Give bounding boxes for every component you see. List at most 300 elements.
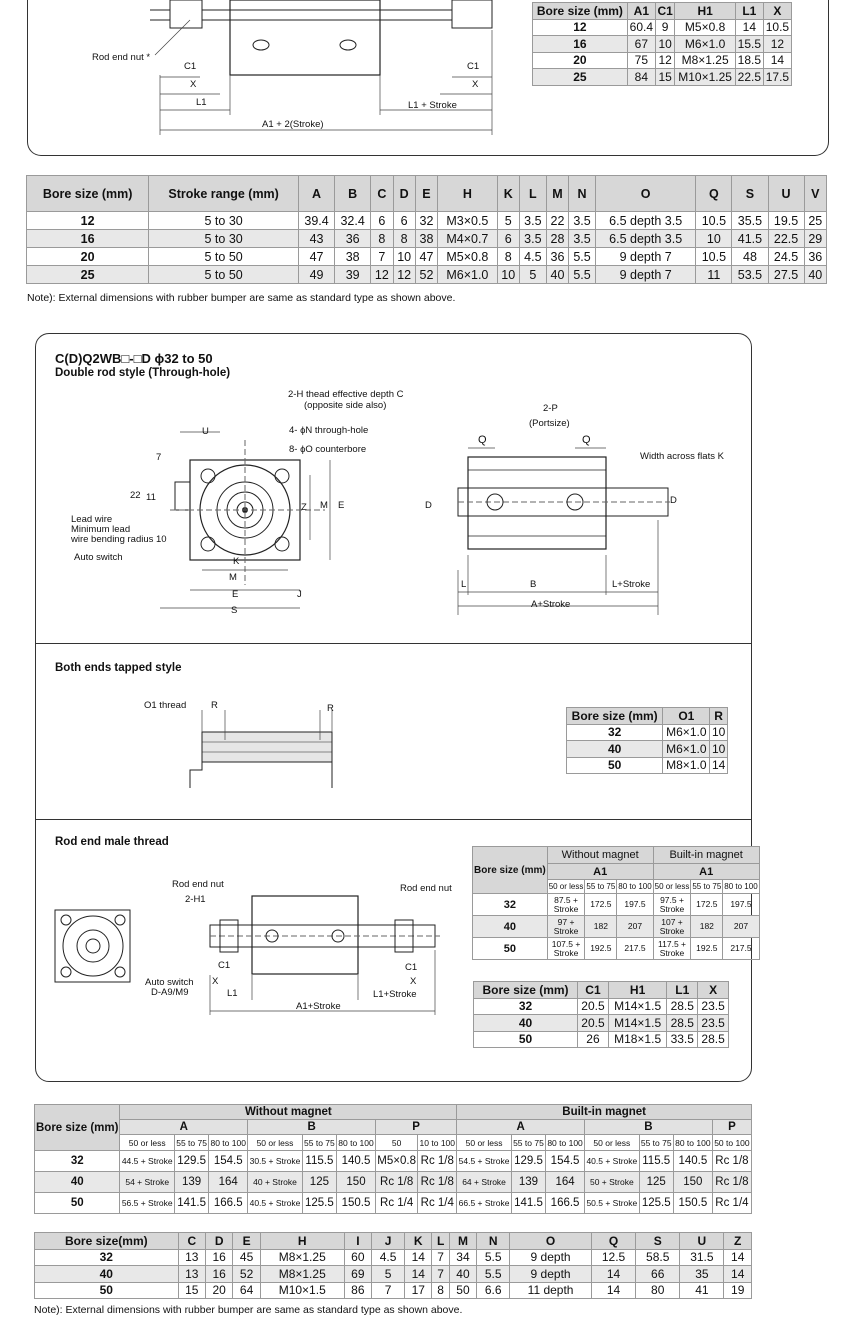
small-bore-cell: 10.5 [696,212,732,230]
small-bore-cell: 39 [335,266,371,284]
bottom1-range: 50 or less [120,1135,175,1151]
bottom2-cell: 5.5 [477,1249,510,1266]
top-right-cell: 12 [763,36,791,53]
bottom2-cell: 86 [344,1282,371,1299]
end-view-opposite: (opposite side also) [304,400,387,411]
male-c1-cell: 50 [474,1031,578,1048]
male-c1-table [473,981,729,1048]
end-view-u: U [202,426,209,437]
tapped-cell: 10 [710,724,728,741]
male-l1-stroke: L1+Stroke [373,989,417,1000]
male-c1-cell: 23.5 [698,998,729,1015]
bottom1-range: 80 to 100 [546,1135,585,1151]
small-bore-cell: 3.5 [519,212,546,230]
small-bore-cell: 8 [393,230,415,248]
small-bore-cell: 36 [546,248,568,266]
table-row [27,212,827,230]
male-auto-switch: Auto switch [145,977,194,988]
male-a1-cell: 97.5 + Stroke [653,894,691,916]
bottom2-cell: 20 [205,1282,232,1299]
bottom1-cell: 125 [639,1172,673,1193]
bottom1-cell: 115.5 [639,1151,673,1172]
tapped-cell: 40 [567,741,663,758]
male-a1-cell: 182 [691,916,723,938]
bottom2-cell: 14 [405,1266,432,1283]
male-a1-cell: 207 [617,916,653,938]
small-bore-cell: 5 to 30 [149,212,299,230]
male-a1-cell: 197.5 [723,894,759,916]
male-a1-cell: 192.5 [585,938,617,960]
bottom2-header: S [636,1233,680,1250]
tapped-header: O1 [663,708,710,725]
bottom2-cell: 14 [724,1266,752,1283]
bottom-table-1 [34,1104,752,1214]
male-a1-cell: 207 [723,916,759,938]
male-c1-cell: 20.5 [578,998,609,1015]
top-c1-left: C1 [184,61,197,72]
small-bore-cell: 12 [393,266,415,284]
bottom1-cell: Rc 1/8 [712,1151,751,1172]
bottom1-range: 80 to 100 [673,1135,712,1151]
table-row [35,1282,752,1299]
bottom2-header: D [205,1233,232,1250]
bottom1-cell: 40 [35,1172,120,1193]
bottom2-cell: 8 [432,1282,449,1299]
small-bore-header: N [569,176,596,212]
side-view-d-right: D [670,495,677,506]
small-bore-cell: M3×0.5 [438,212,497,230]
bottom1-cell: 30.5 + Stroke [248,1151,303,1172]
male-a1-cell: 117.5 + Stroke [653,938,691,960]
bottom1-cell: 50 [35,1193,120,1214]
bottom1-cell: 164 [209,1172,248,1193]
bottom2-header: O [510,1233,592,1250]
small-bore-cell: 28 [546,230,568,248]
table-row [567,741,728,758]
bottom1-cell: 56.5 + Stroke [120,1193,175,1214]
small-bore-cell: 5 [519,266,546,284]
side-view-width-flats: Width across flats K [640,451,724,462]
bottom1-cell: 141.5 [175,1193,209,1214]
end-view-dim11: 11 [146,492,156,503]
bottom1-cell: Rc 1/4 [376,1193,418,1214]
table-row [474,1015,729,1032]
bottom1-cell: 150 [337,1172,376,1193]
tapped-cell: M6×1.0 [663,724,710,741]
top-right-cell: 18.5 [735,52,763,69]
small-bore-cell: 41.5 [732,230,768,248]
bottom2-cell: 80 [636,1282,680,1299]
small-bore-header: M [546,176,568,212]
male-a1-cell: 50 [473,938,548,960]
male-a1-cell: 40 [473,916,548,938]
table-row [567,724,728,741]
top-right-cell: 84 [627,69,655,86]
bottom2-cell: M8×1.25 [260,1266,344,1283]
top-right-cell: M5×0.8 [675,19,735,36]
male-x-right: X [410,976,417,987]
small-bore-cell: M6×1.0 [438,266,497,284]
male-c1-cell: 23.5 [698,1015,729,1032]
male-model: D-A9/M9 [151,987,189,998]
male-a1-cell: 182 [585,916,617,938]
bottom2-cell: 14 [591,1266,635,1283]
bottom1-cell: 125 [302,1172,336,1193]
top-right-header: C1 [655,3,675,20]
end-view-m-vert: M [320,500,328,511]
male-c1-cell: 26 [578,1031,609,1048]
bottom2-cell: 34 [449,1249,476,1266]
small-bore-cell: 10 [393,248,415,266]
top-right-cell: 20 [533,52,628,69]
male-c1-cell: 28.5 [667,998,698,1015]
male-x-left: X [212,976,219,987]
bottom2-cell: 35 [680,1266,724,1283]
bottom2-header: J [372,1233,405,1250]
tapped-cell: 50 [567,757,663,774]
top-right-cell: 15 [655,69,675,86]
bottom2-header: U [680,1233,724,1250]
bottom1-range: 80 to 100 [209,1135,248,1151]
small-bore-cell: 36 [335,230,371,248]
bottom1-without-header: Without magnet [120,1105,457,1120]
bottom1-col-header: B [585,1120,713,1135]
small-bore-header: D [393,176,415,212]
bottom2-header: L [432,1233,449,1250]
side-view-q-left: Q [478,434,487,446]
male-c1-cell: 32 [474,998,578,1015]
bottom1-cell: 129.5 [175,1151,209,1172]
small-bore-cell: 47 [299,248,335,266]
side-view-a-stroke: A+Stroke [531,599,571,610]
small-bore-cell: 6.5 depth 3.5 [596,212,696,230]
top-right-cell: M6×1.0 [675,36,735,53]
male-a1-subheader: A1 [653,864,759,880]
end-view-dim22: 22 [130,490,141,501]
bottom2-cell: 58.5 [636,1249,680,1266]
small-bore-header: B [335,176,371,212]
end-view-e-vert: E [338,500,345,511]
small-bore-cell: 6.5 depth 3.5 [596,230,696,248]
male-c1-cell: 28.5 [667,1015,698,1032]
table-row [533,52,792,69]
divider-1 [36,643,751,644]
bottom1-range: 55 to 75 [175,1135,209,1151]
end-view-s: S [231,605,238,616]
bottom1-range: 55 to 75 [511,1135,545,1151]
bottom2-cell: 9 depth [510,1249,592,1266]
bottom2-cell: 45 [233,1249,260,1266]
male-a1-subheader: A1 [547,864,653,880]
male-c1-header: L1 [667,982,698,999]
bottom1-range: 50 or less [585,1135,640,1151]
small-bore-cell: 12 [371,266,393,284]
bottom2-cell: 66 [636,1266,680,1283]
table-row [27,248,827,266]
bottom1-cell: 54.5 + Stroke [457,1151,512,1172]
bottom2-header: I [344,1233,371,1250]
table-row [27,230,827,248]
small-bore-cell: M5×0.8 [438,248,497,266]
bottom2-header: E [233,1233,260,1250]
bottom2-cell: 13 [178,1249,205,1266]
side-view-l-stroke: L+Stroke [612,579,651,590]
table-row [474,1031,729,1048]
male-a1-stroke: A1+Stroke [296,1001,341,1012]
tapped-header: R [710,708,728,725]
bottom1-cell: 64 + Stroke [457,1172,512,1193]
side-view-q-right: Q [582,434,591,446]
small-bore-cell: 47 [415,248,437,266]
bottom2-cell: 5 [372,1266,405,1283]
bottom1-cell: 139 [511,1172,545,1193]
bottom1-cell: 166.5 [209,1193,248,1214]
bottom2-cell: M10×1.5 [260,1282,344,1299]
bottom2-cell: 69 [344,1266,371,1283]
bottom1-cell: Rc 1/8 [712,1172,751,1193]
bottom1-cell: 166.5 [546,1193,585,1214]
table-row [533,19,792,36]
male-a1-bore-header: Bore size (mm) [473,847,548,894]
small-bore-note: Note): External dimensions with rubber bumper are same as standard type as shown above. [27,292,456,304]
small-bore-cell: 6 [497,230,519,248]
table-row [27,266,827,284]
bottom2-cell: 4.5 [372,1249,405,1266]
bottom2-header: N [477,1233,510,1250]
bottom2-cell: 64 [233,1282,260,1299]
top-rod-end-nut-label: Rod end nut * [92,52,151,63]
bottom1-cell: 32 [35,1151,120,1172]
bottom1-range: 50 or less [248,1135,303,1151]
end-view-bend-radius: wire bending radius 10 [71,534,167,545]
male-a1-range: 80 to 100 [723,880,759,894]
bottom1-cell: 125.5 [302,1193,336,1214]
bottom2-cell: 15 [178,1282,205,1299]
small-bore-cell: 8 [497,248,519,266]
small-bore-header: C [371,176,393,212]
bottom2-header: Z [724,1233,752,1250]
top-x-right: X [472,79,479,90]
male-c1-cell: M14×1.5 [608,998,666,1015]
table-row [567,757,728,774]
bottom2-cell: 52 [233,1266,260,1283]
bottom2-cell: 6.6 [477,1282,510,1299]
male-a1-cell: 217.5 [617,938,653,960]
top-right-cell: 17.5 [763,69,791,86]
small-bore-cell: 19.5 [768,212,804,230]
table-row [35,1249,752,1266]
top-c1-right: C1 [467,61,480,72]
small-bore-cell: 38 [415,230,437,248]
bottom2-header: K [405,1233,432,1250]
male-a1-cell: 197.5 [617,894,653,916]
small-bore-header: V [804,176,826,212]
male-a1-range: 80 to 100 [617,880,653,894]
small-bore-cell: 5 [497,212,519,230]
small-bore-cell: 22.5 [768,230,804,248]
small-bore-cell: 53.5 [732,266,768,284]
bottom2-cell: 14 [724,1249,752,1266]
tapped-table [566,707,728,774]
small-bore-cell: 12 [27,212,149,230]
bottom1-cell: Rc 1/8 [376,1172,418,1193]
bottom1-range: 50 [376,1135,418,1151]
end-view-o-counter: 8- ϕO counterbore [289,444,367,455]
male-a1-cell: 107 + Stroke [653,916,691,938]
male-h1: 2-H1 [185,894,206,905]
top-right-cell: 10.5 [763,19,791,36]
small-bore-header: K [497,176,519,212]
top-right-cell: 22.5 [735,69,763,86]
small-bore-cell: 36 [804,248,826,266]
male-rod-end-nut-left: Rod end nut [172,879,224,890]
top-right-cell: 60.4 [627,19,655,36]
small-bore-header: U [768,176,804,212]
small-bore-cell: 24.5 [768,248,804,266]
table-row [473,938,760,960]
bottom2-cell: 40 [35,1266,179,1283]
bottom1-cell: 154.5 [209,1151,248,1172]
small-bore-header: Stroke range (mm) [149,176,299,212]
bottom-table-2 [34,1232,752,1299]
bottom2-cell: 7 [372,1282,405,1299]
bottom2-cell: 60 [344,1249,371,1266]
bottom1-col-header: A [120,1120,248,1135]
small-bore-cell: 48 [732,248,768,266]
top-right-header: A1 [627,3,655,20]
bottom1-cell: 139 [175,1172,209,1193]
top-right-header: H1 [675,3,735,20]
bottom2-cell: 41 [680,1282,724,1299]
bottom1-range: 50 to 100 [712,1135,751,1151]
bottom2-cell: 14 [405,1249,432,1266]
bottom2-cell: 7 [432,1249,449,1266]
bottom2-cell: 5.5 [477,1266,510,1283]
small-bore-cell: 5 to 50 [149,248,299,266]
bottom1-cell: 40.5 + Stroke [248,1193,303,1214]
small-bore-cell: 39.4 [299,212,335,230]
bottom1-cell: Rc 1/8 [418,1172,457,1193]
tapped-cell: M6×1.0 [663,741,710,758]
male-c1-cell: 20.5 [578,1015,609,1032]
small-bore-cell: 25 [804,212,826,230]
small-bore-cell: 7 [371,248,393,266]
end-view-n-through: 4- ϕN through-hole [289,425,369,436]
male-a1-range: 55 to 75 [585,880,617,894]
male-end-view [50,905,140,990]
bottom1-cell: 150.5 [673,1193,712,1214]
male-a1-cell: 217.5 [723,938,759,960]
top-right-table [532,2,792,86]
male-a1-cell: 97 + Stroke [547,916,585,938]
small-bore-cell: 27.5 [768,266,804,284]
table-row [35,1151,752,1172]
bottom2-cell: M8×1.25 [260,1249,344,1266]
bottom1-range: 80 to 100 [337,1135,376,1151]
male-l1-left: L1 [227,988,238,999]
small-bore-header: Q [696,176,732,212]
bottom1-cell: 44.5 + Stroke [120,1151,175,1172]
bottom2-cell: 16 [205,1266,232,1283]
top-right-cell: 14 [735,19,763,36]
male-c1-right: C1 [405,962,418,973]
table-row [474,998,729,1015]
top-right-cell: M8×1.25 [675,52,735,69]
bottom1-cell: 50 + Stroke [585,1172,640,1193]
bottom2-cell: 32 [35,1249,179,1266]
small-bore-cell: 52 [415,266,437,284]
small-bore-cell: 3.5 [569,230,596,248]
top-right-cell: 9 [655,19,675,36]
tapped-cell: 32 [567,724,663,741]
male-c1-cell: M14×1.5 [608,1015,666,1032]
small-bore-cell: 8 [371,230,393,248]
bottom2-cell: 11 depth [510,1282,592,1299]
bottom1-col-header: P [376,1120,457,1135]
bottom2-cell: 19 [724,1282,752,1299]
tapped-title: Both ends tapped style [55,662,182,674]
small-bore-cell: 35.5 [732,212,768,230]
tapped-cell: M8×1.0 [663,757,710,774]
male-a1-cell: 32 [473,894,548,916]
bottom2-cell: 40 [449,1266,476,1283]
male-c1-header: C1 [578,982,609,999]
bottom2-header: Bore size(mm) [35,1233,179,1250]
side-view-port: 2-P [543,403,558,414]
small-bore-header: S [732,176,768,212]
end-view-m: M [229,572,237,583]
top-right-cell: 14 [763,52,791,69]
bottom1-cell: 115.5 [302,1151,336,1172]
small-bore-cell: 10.5 [696,248,732,266]
top-right-cell: 67 [627,36,655,53]
top-right-cell: 16 [533,36,628,53]
top-right-cell: 12 [655,52,675,69]
bottom1-cell: 164 [546,1172,585,1193]
top-right-cell: 15.5 [735,36,763,53]
male-a1-range: 50 or less [653,880,691,894]
end-view-z: Z [301,502,307,513]
table-row [35,1266,752,1283]
male-a1-range: 50 or less [547,880,585,894]
end-view-lead-wire: Lead wire [71,514,113,525]
side-view-l: L [461,579,467,590]
male-c1-header: X [698,982,729,999]
bottom1-range: 10 to 100 [418,1135,457,1151]
small-bore-cell: 11 [696,266,732,284]
top-x-left: X [190,79,197,90]
bottom1-cell: Rc 1/4 [712,1193,751,1214]
small-bore-header: H [438,176,497,212]
male-c1-left: C1 [218,960,231,971]
bottom1-cell: Rc 1/4 [418,1193,457,1214]
bottom2-cell: 14 [591,1282,635,1299]
male-a1-range: 55 to 75 [691,880,723,894]
small-bore-cell: 32 [415,212,437,230]
top-right-cell: M10×1.25 [675,69,735,86]
end-view-j: J [297,589,302,600]
bottom1-cell: 150.5 [337,1193,376,1214]
table-row [473,916,760,938]
male-a1-cell: 172.5 [585,894,617,916]
top-l1-left: L1 [196,97,207,108]
bottom2-cell: 50 [35,1282,179,1299]
table-row [473,894,760,916]
small-bore-cell: 3.5 [569,212,596,230]
small-bore-cell: 40 [804,266,826,284]
tapped-r-left: R [211,700,218,711]
small-bore-cell: 22 [546,212,568,230]
